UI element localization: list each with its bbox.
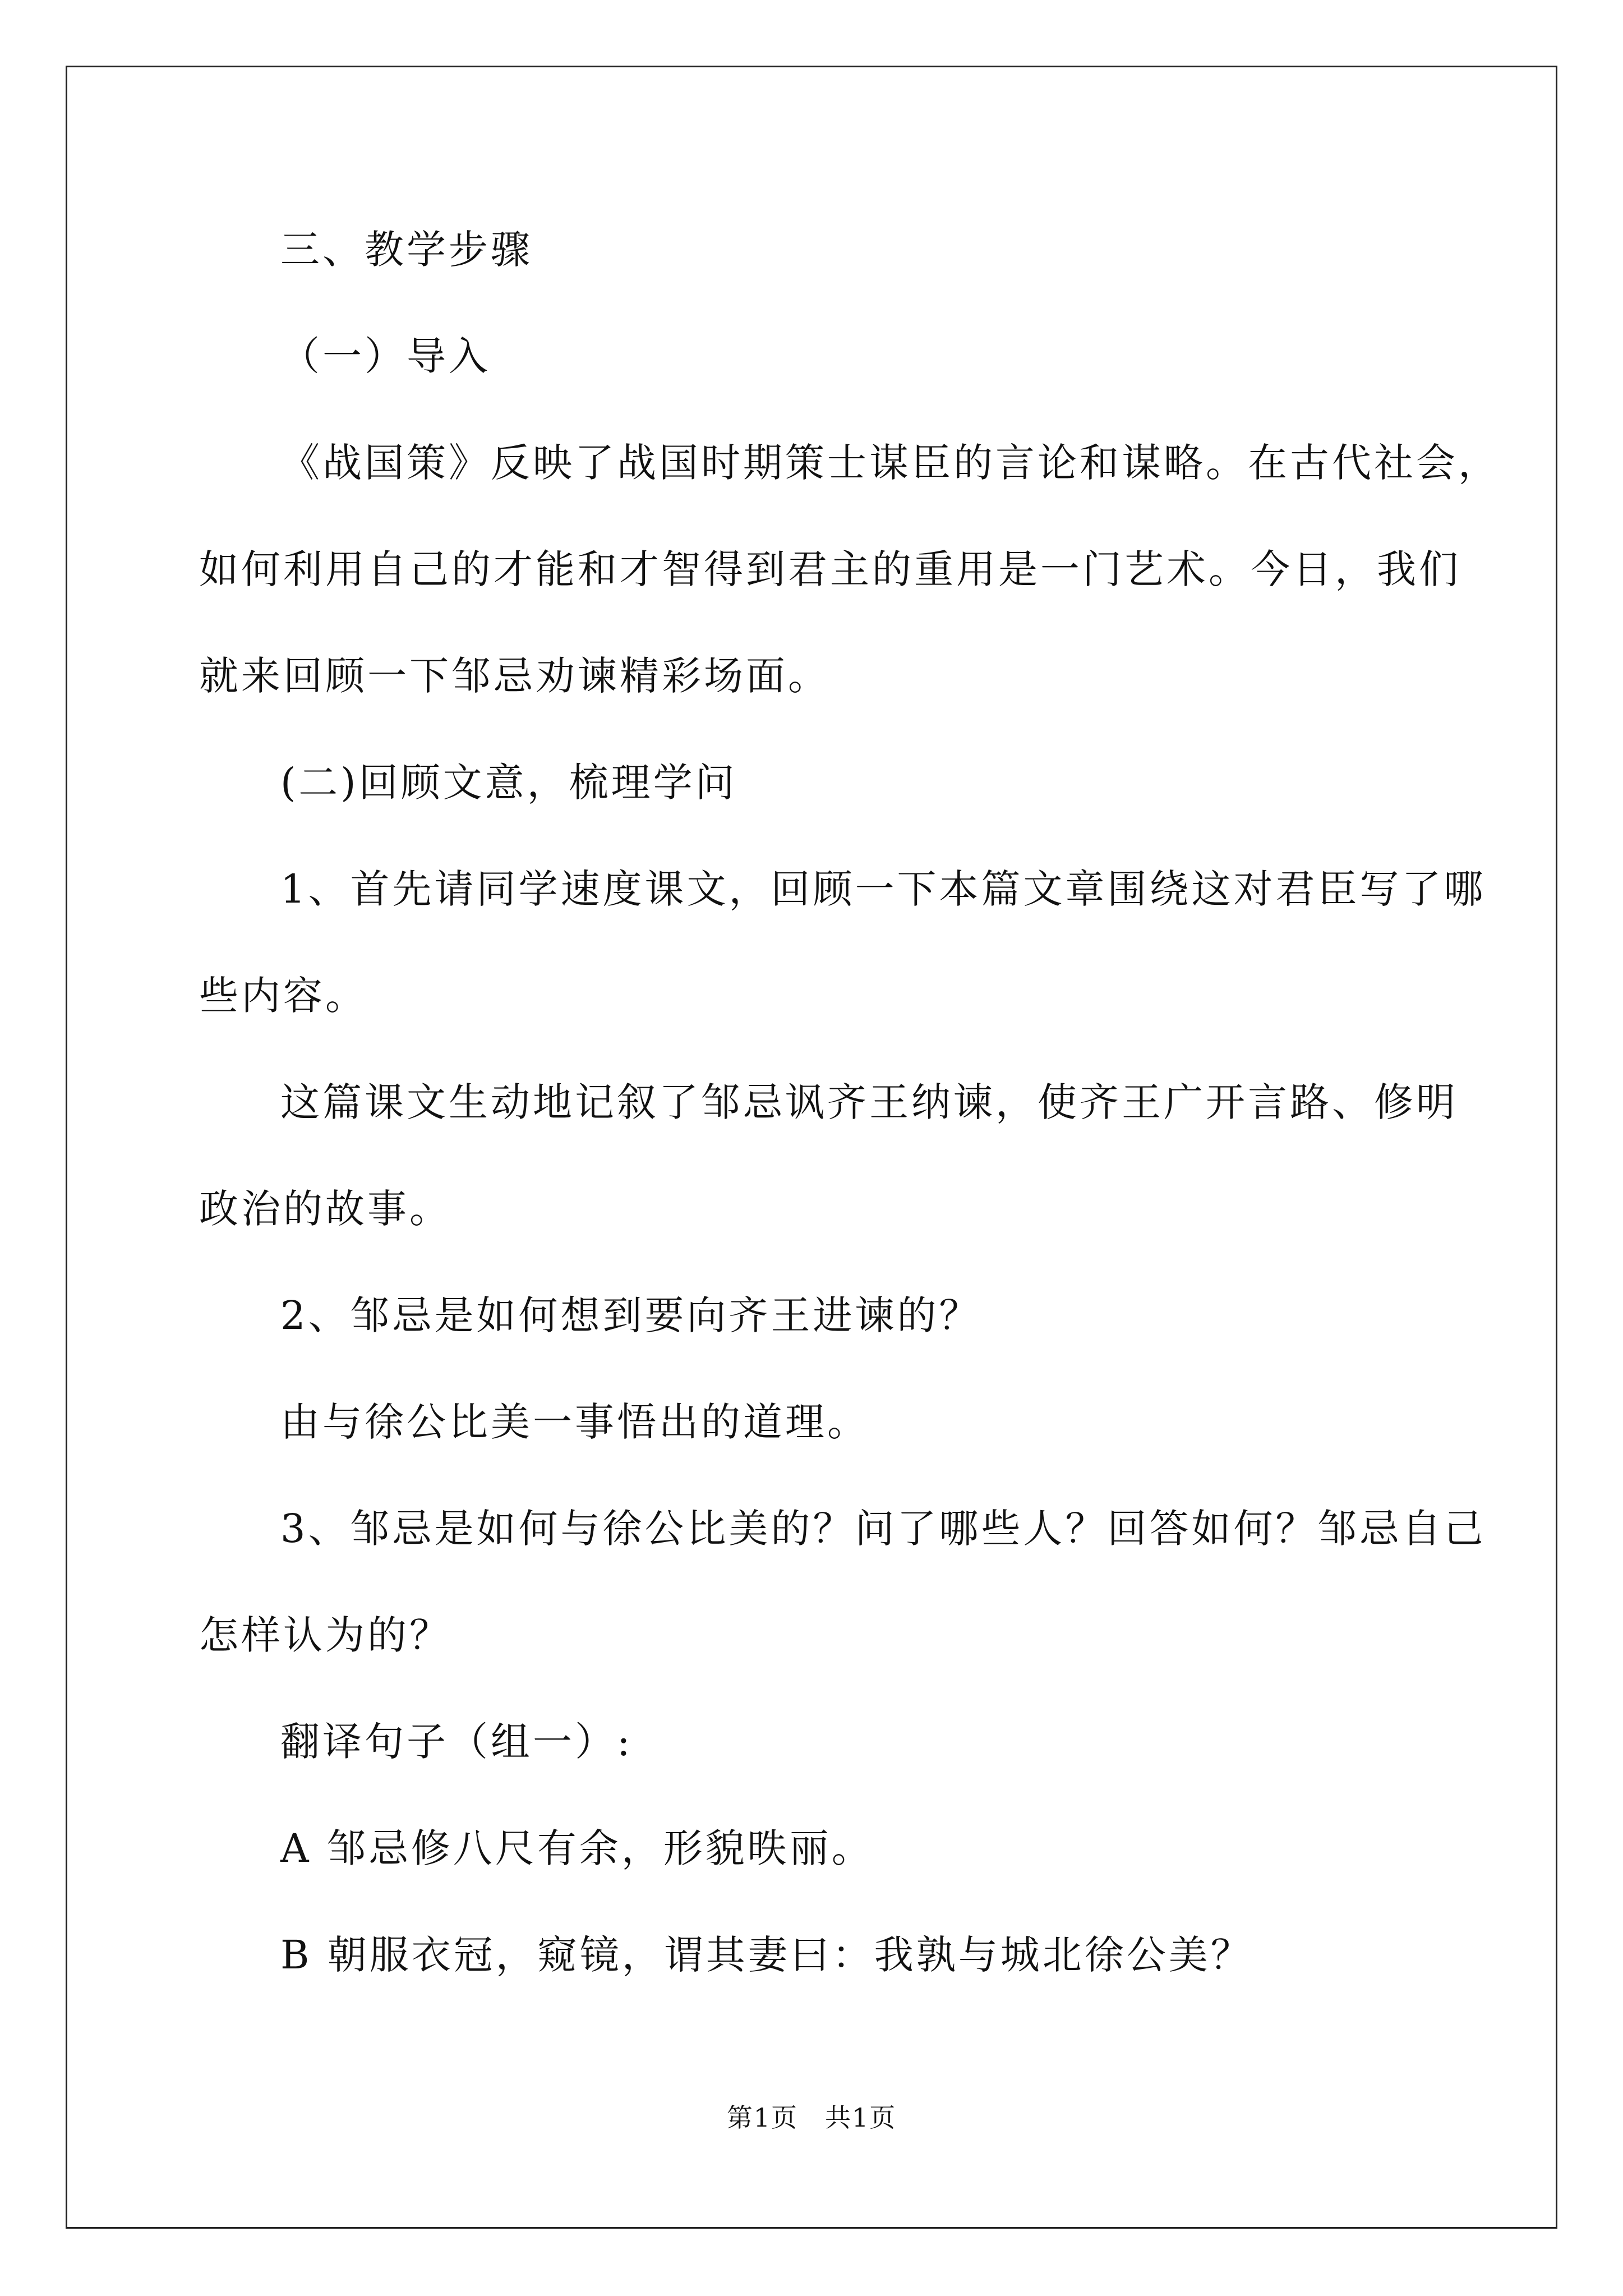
subheading-review: (二)回顾文意，梳理学问 <box>280 760 737 806</box>
paragraph-line: 1、首先请同学速度课文，回顾一下本篇文章围绕这对君臣写了哪 <box>280 866 1486 912</box>
subheading-intro: （一）导入 <box>280 333 491 379</box>
paragraph-line: 翻译句子（组一）: <box>280 1719 633 1765</box>
paragraph-line: 如何利用自己的才能和才智得到君主的重用是一门艺术。今日，我们 <box>199 546 1461 592</box>
paragraph-line: 这篇课文生动地记叙了邹忌讽齐王纳谏，使齐王广开言路、修明 <box>280 1079 1458 1125</box>
paragraph-line: 3、邹忌是如何与徐公比美的？问了哪些人？回答如何？邹忌自己 <box>280 1506 1486 1552</box>
section-heading: 三、教学步骤 <box>280 227 533 273</box>
paragraph-line: 怎样认为的？ <box>199 1612 451 1658</box>
paragraph-line: 就来回顾一下邹忌劝谏精彩场面。 <box>199 653 830 699</box>
paragraph-line: 《战国策》反映了战国时期策士谋臣的言论和谋略。在古代社会， <box>280 440 1500 486</box>
paragraph-line: B 朝服衣冠，窥镜，谓其妻曰：我孰与城北徐公美？ <box>280 1932 1253 1978</box>
page-border <box>66 66 1557 2229</box>
paragraph-line: A 邹忌修八尺有余，形貌昳丽。 <box>280 1825 874 1871</box>
paragraph-line: 由与徐公比美一事悟出的道理。 <box>280 1399 869 1445</box>
paragraph-line: 些内容。 <box>199 973 367 1019</box>
paragraph-line: 政治的故事。 <box>199 1186 451 1232</box>
paragraph-line: 2、邹忌是如何想到要向齐王进谏的？ <box>280 1292 981 1338</box>
page-footer: 第1页 共1页 <box>726 2102 897 2133</box>
